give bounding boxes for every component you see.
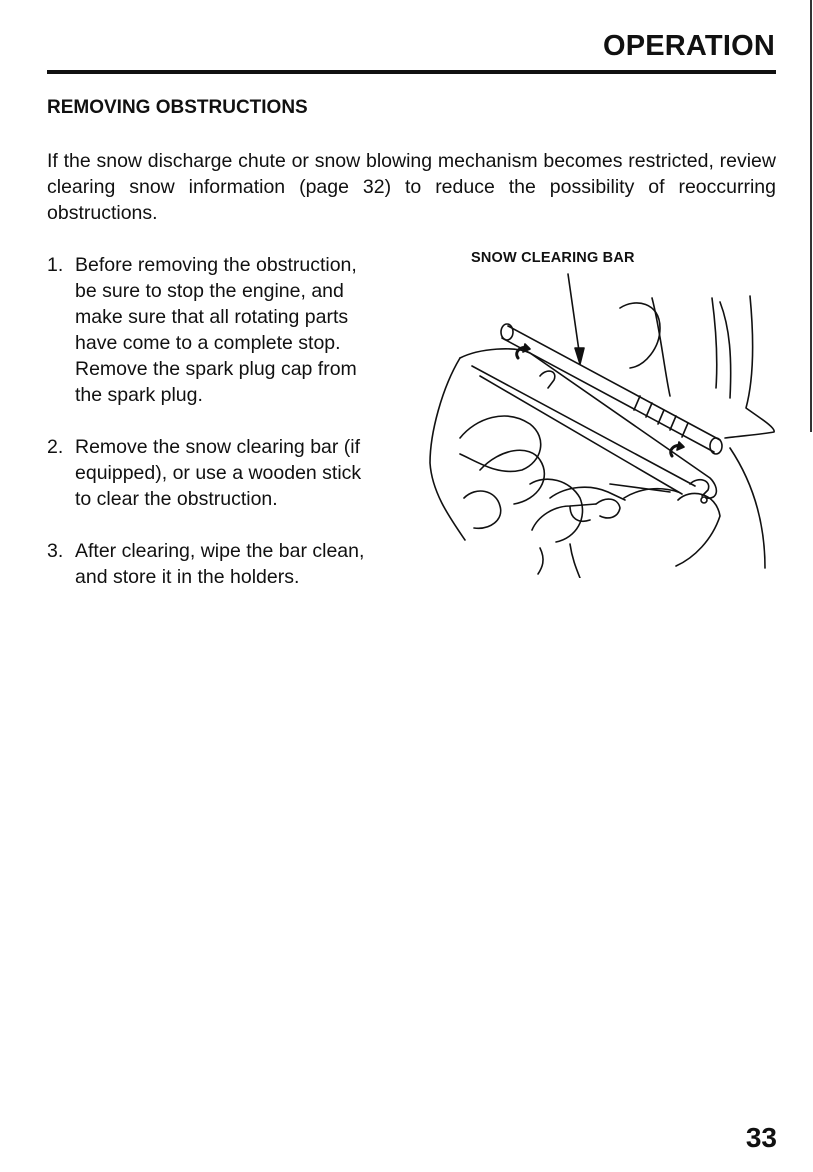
figure-label: SNOW CLEARING BAR bbox=[471, 250, 635, 266]
section-heading: REMOVING OBSTRUCTIONS bbox=[47, 97, 308, 118]
step-number: 2. bbox=[47, 436, 64, 458]
step-text: Remove the snow clearing bar (if equipped), or use a wooden stick to clear the obstruction. bbox=[75, 436, 362, 510]
pointer-arrow bbox=[568, 274, 580, 358]
step-item bbox=[47, 434, 382, 512]
step-item bbox=[47, 252, 382, 408]
step-text: Before removing the obstruction, be sure to stop the engine, and make sure that all rotating parts have come to a complete stop. Remove the spark plug cap from the spark plug. bbox=[75, 254, 357, 406]
step-text: After clearing, wipe the bar clean, and store it in the holders. bbox=[75, 540, 365, 588]
steps-list bbox=[47, 252, 382, 616]
header-section-title: OPERATION bbox=[602, 30, 775, 62]
step-item bbox=[47, 538, 382, 590]
header-rule bbox=[47, 70, 776, 74]
snow-clearing-bar-figure bbox=[420, 248, 790, 578]
step-number: 3. bbox=[47, 540, 64, 562]
intro-paragraph: If the snow discharge chute or snow blowing mechanism becomes restricted, review clearing snow information (page 32) to reduce the possibility of reoccurring obstructions. bbox=[47, 150, 776, 224]
page-number: 33 bbox=[745, 1122, 777, 1153]
page-edge-mark bbox=[810, 0, 812, 432]
step-number: 1. bbox=[47, 254, 64, 276]
snow-clearing-bar-illustration bbox=[420, 248, 790, 578]
